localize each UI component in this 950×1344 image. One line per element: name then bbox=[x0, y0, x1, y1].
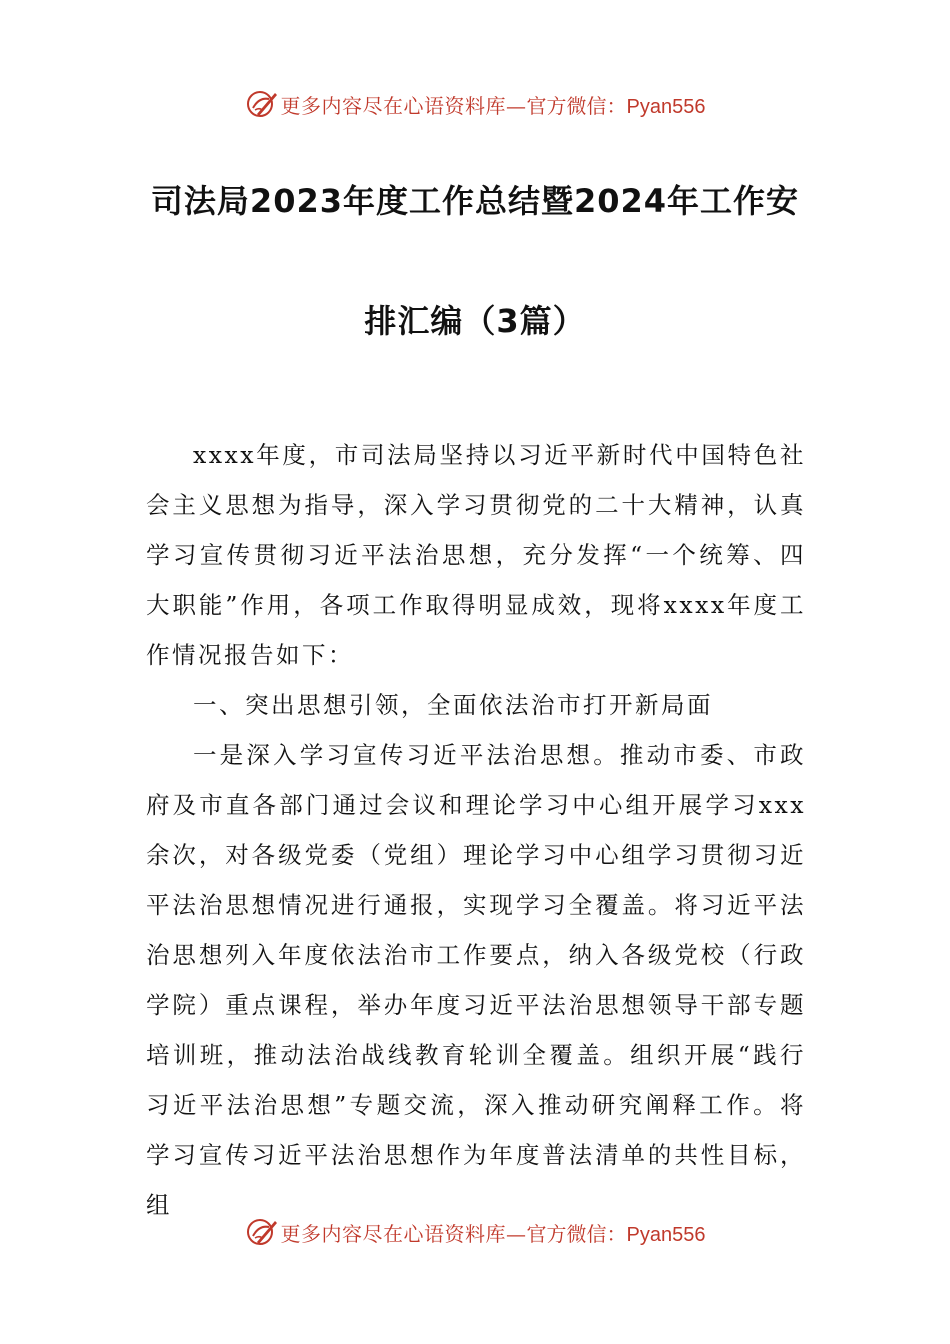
footer-watermark bbox=[0, 1212, 950, 1252]
watermark-contact: 官方微信：Pyan556 bbox=[526, 1223, 706, 1246]
watermark-text: 更多内容尽在心语资料库— bbox=[280, 93, 527, 118]
pen-logo-icon bbox=[245, 87, 279, 121]
intro-paragraph: xxxx年度，市司法局坚持以习近平新时代中国特色社会主义思想为指导，深入学习贯彻党的二十大精神，认真学习宣传贯彻习近平法治思想，充分发挥“一个统筹、四大职能”作用，各项工作取得明显成效，现将xxxx年度工作情况报告如下： bbox=[146, 441, 806, 669]
body-paragraph: 一是深入学习宣传习近平法治思想。推动市委、市政府及市直各部门通过会议和理论学习中心组开展学习xxx余次，对各级党委（党组）理论学习中心组学习贯彻习近平法治思想情况进行通报，实现学习全覆盖。将习近平法治思想列入年度依法治市工作要点，纳入各级党校（行政学院）重点课程，举办年度习近平法治思想领导干部专题培训班，推动法治战线教育轮训全覆盖。组织开展“践行习近平法治思想”专题交流，深入推动研究阐释工作。将学习宣传习近平法治思想作为年度普法清单的共性目标，组 bbox=[146, 741, 806, 1219]
header-watermark bbox=[0, 84, 950, 124]
document-body bbox=[146, 430, 806, 1230]
pen-logo-icon bbox=[245, 1215, 279, 1249]
section-heading: 一、突出思想引领，全面依法治市打开新局面 bbox=[193, 691, 713, 719]
document-title-line2: 排汇编（3篇） bbox=[364, 302, 586, 340]
watermark-contact: 官方微信：Pyan556 bbox=[526, 95, 706, 118]
watermark-text: 更多内容尽在心语资料库— bbox=[280, 1221, 527, 1246]
document-title-line1: 司法局2023年度工作总结暨2024年工作安 bbox=[150, 182, 800, 220]
